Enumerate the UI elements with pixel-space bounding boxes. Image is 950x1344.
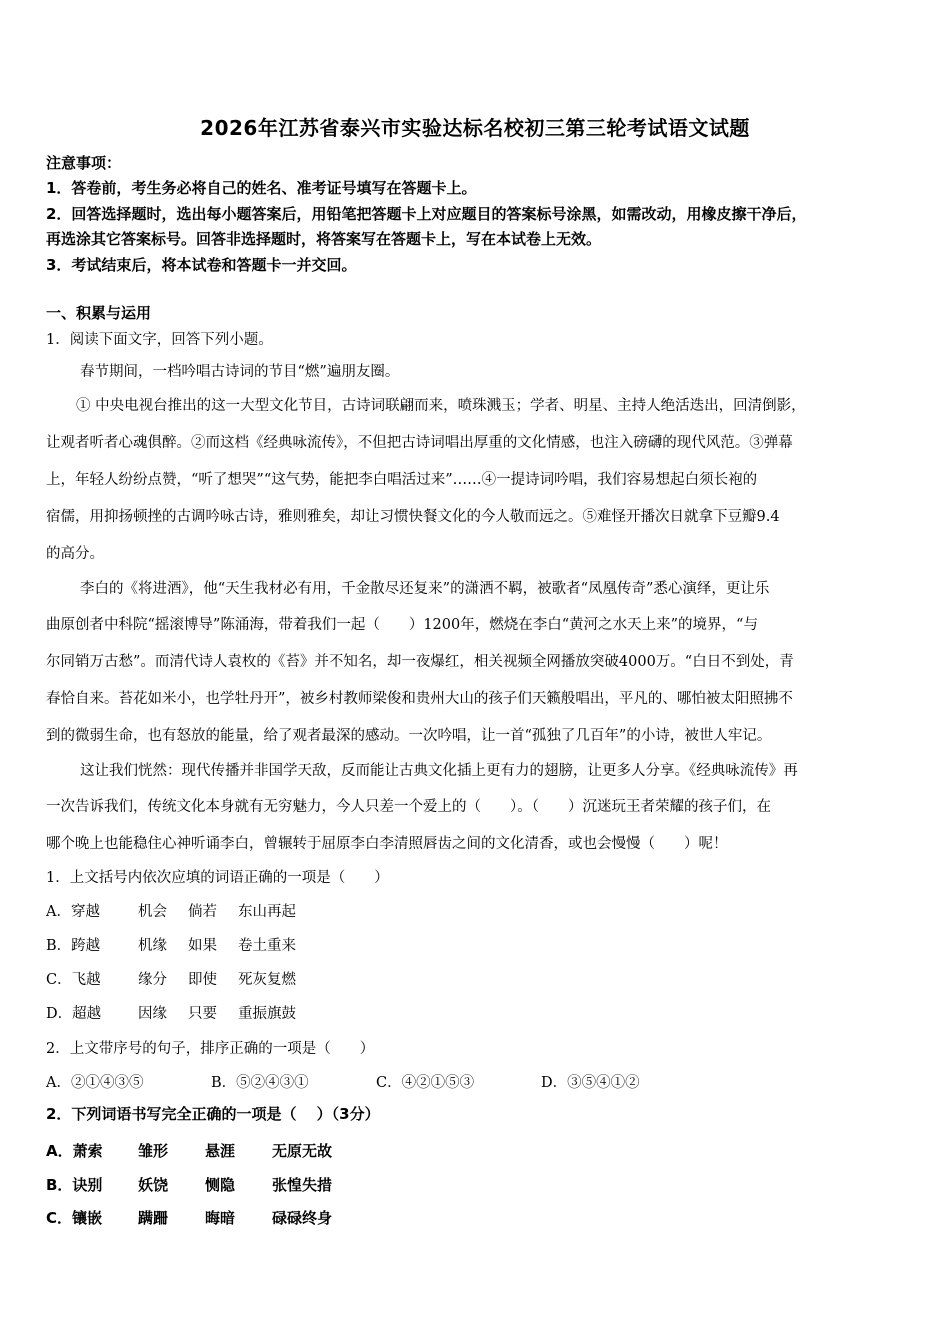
passage-line: 上，年轻人纷纷点赞，“听了想哭”“这气势，能把李白唱活过来”……④一提诗词吟唱，我们容易想起白须长袍的 <box>46 472 758 488</box>
option-word: 缘分 <box>138 972 167 988</box>
passage-line: ① 中央电视台推出的这一大型文化节目，古诗词联翩而来，喷珠溅玉；学者、明星、主持人绝活迭出，回清倒影， <box>76 398 806 414</box>
option-word: 雏形 <box>138 1142 169 1160</box>
notice-item: 再选涂其它答案标号。回答非选择题时，将答案写在答题卡上，写在本试卷上无效。 <box>46 230 602 248</box>
option-b[interactable]: B．⑤②④③① <box>211 1075 309 1091</box>
option-b[interactable] <box>46 934 296 955</box>
option-word: 只要 <box>188 1006 217 1022</box>
option-word: 因缘 <box>138 1006 167 1022</box>
page-title: 2026年江苏省泰兴市实验达标名校初三第三轮考试语文试题 <box>200 116 750 140</box>
passage-line: 曲原创者中科院“摇滚博导”陈涌海，带着我们一起（ ）1200年，燃烧在李白“黄河之水天上来”的境界，“与 <box>46 617 758 633</box>
question-stem: 2．下列词语书写完全正确的一项是（ ）（3分） <box>46 1105 380 1123</box>
option-a[interactable] <box>46 900 296 921</box>
option-d[interactable] <box>46 1002 296 1023</box>
option-word: 重振旗鼓 <box>238 1006 296 1022</box>
option-word: 东山再起 <box>238 904 296 920</box>
section-heading: 一、积累与运用 <box>46 304 152 322</box>
passage-line: 的高分。 <box>46 546 104 562</box>
option-word: 恻隐 <box>205 1176 236 1194</box>
passage-line: 宿儒，用抑扬顿挫的古调吟咏古诗，雅则雅矣，却让习惯快餐文化的今人敬而远之。⑤难怪开播次日就拿下豆瓣9.4 <box>46 509 780 525</box>
passage-line: 这让我们恍然：现代传播并非国学天敌，反而能让古典文化插上更有力的翅膀，让更多人分享。《经典咏流传》再 <box>80 763 798 779</box>
option-word: 卷土重来 <box>238 938 296 954</box>
passage-line: 春节期间，一档吟唱古诗词的节目“燃”遍朋友圈。 <box>80 364 400 380</box>
order-options <box>46 1071 640 1092</box>
passage-line: 一次告诉我们，传统文化本身就有无穷魅力，今人只差一个爱上的（ ）。（ ）沉迷玩王者荣耀的孩子们，在 <box>46 799 771 815</box>
option-c[interactable]: C．④②①⑤③ <box>376 1075 475 1091</box>
option-word: 悬涯 <box>205 1142 236 1160</box>
option-word: 机缘 <box>138 938 167 954</box>
option-a[interactable] <box>46 1140 332 1161</box>
option-c[interactable] <box>46 1207 332 1228</box>
notice-item: 3．考试结束后，将本试卷和答题卡一并交回。 <box>46 256 357 274</box>
option-word: C．飞越 <box>46 972 101 988</box>
option-word: 蹒跚 <box>138 1209 169 1227</box>
option-a[interactable]: A．②①④③⑤ <box>46 1075 144 1091</box>
option-b[interactable] <box>46 1174 332 1195</box>
notice-item: 1．答卷前，考生务必将自己的姓名、准考证号填写在答题卡上。 <box>46 179 477 197</box>
option-word: 机会 <box>138 904 167 920</box>
passage-line: 让观者听者心魂俱醉。②而这档《经典咏流传》，不但把古诗词唱出厚重的文化情感，也注入磅礴的现代风范。③弹幕 <box>46 435 793 451</box>
notice-item: 2．回答选择题时，选出每小题答案后，用铅笔把答题卡上对应题目的答案标号涂黑，如需改动，用橡皮擦干净后， <box>46 205 807 223</box>
option-word: 如果 <box>188 938 217 954</box>
option-word: C．镶嵌 <box>46 1209 103 1227</box>
option-word: B．诀别 <box>46 1176 103 1194</box>
option-word: 碌碌终身 <box>272 1209 333 1227</box>
notice-heading: 注意事项： <box>46 154 122 172</box>
option-word: 晦暗 <box>205 1209 236 1227</box>
option-d[interactable]: D．③⑤④①② <box>541 1075 640 1091</box>
passage-line: 李白的《将进酒》，他“天生我材必有用，千金散尽还复来”的潇洒不羁，被歌者“凤凰传奇”悉心演绎，更让乐 <box>80 581 770 597</box>
option-word: 死灰复燃 <box>238 972 296 988</box>
option-c[interactable] <box>46 968 296 989</box>
option-word: 无原无故 <box>272 1142 333 1160</box>
passage-line: 春恰自来。苔花如米小，也学牡丹开”，被乡村教师梁俊和贵州大山的孩子们天籁般唱出，平凡的、哪怕被太阳照拂不 <box>46 691 793 707</box>
option-word: 张惶失措 <box>272 1176 333 1194</box>
option-word: B．跨越 <box>46 938 101 954</box>
option-word: 即使 <box>188 972 217 988</box>
option-word: D．超越 <box>46 1006 102 1022</box>
option-word: 倘若 <box>188 904 217 920</box>
passage-line: 尔同销万古愁”。而清代诗人袁枚的《苔》并不知名，却一夜爆红，相关视频全网播放突破4000万。“白日不到处，青 <box>46 654 794 670</box>
question-intro: 1．阅读下面文字，回答下列小题。 <box>46 332 273 348</box>
option-word: A．穿越 <box>46 904 100 920</box>
option-word: A．萧索 <box>46 1142 103 1160</box>
sub-question-stem: 2．上文带序号的句子，排序正确的一项是（ ） <box>46 1041 375 1057</box>
passage-line: 到的微弱生命，也有怒放的能量，给了观者最深的感动。一次吟唱，让一首“孤独了几百年”的小诗，被世人牢记。 <box>46 728 772 744</box>
passage-line: 哪个晚上也能稳住心神听诵李白，曾辗转于屈原李白李清照唇齿之间的文化清香，或也会慢慢（ ）呢！ <box>46 836 728 852</box>
sub-question-stem: 1．上文括号内依次应填的词语正确的一项是（ ） <box>46 870 389 886</box>
option-word: 妖饶 <box>138 1176 169 1194</box>
